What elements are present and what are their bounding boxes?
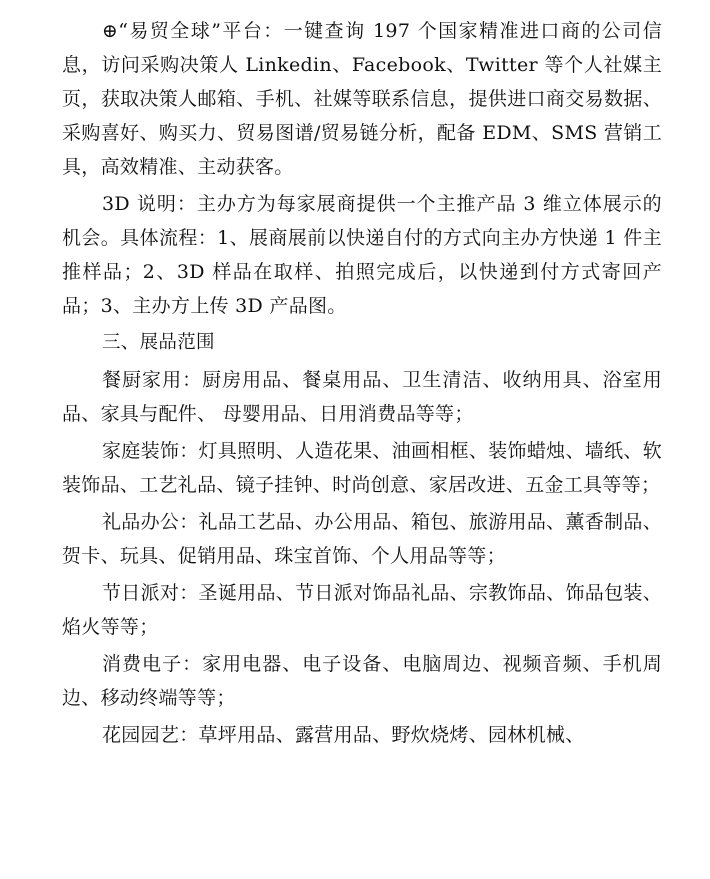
section-heading: 三、展品范围	[102, 332, 215, 353]
category-garden: 花园园艺：草坪用品、露营用品、野炊烧烤、园林机械、	[102, 724, 585, 746]
platform-intro-paragraph: ⊕“易贸全球”平台：一键查询 197 个国家精准进口商的公司信息，访问采购决策人 Linkedin、Facebook、Twitter 等个人社媒主页，获取决策人邮箱、手机、社媒等联系信息，提供进口商交易数据、采购喜好、购买力、贸易图谱/贸易链分析，配备 EDM、SMS 营销工具，高效精准、主动获客。	[62, 20, 662, 178]
category-kitchen-home: 餐厨家用：厨房用品、餐桌用品、卫生清洁、收纳用具、浴室用品、家具与配件、 母婴用品、日用消费品等等；	[62, 369, 662, 425]
3d-description-paragraph: 3D 说明：主办方为每家展商提供一个主推产品 3 维立体展示的机会。具体流程：1、展商展前以快递自付的方式向主办方快递 1 件主推样品；2、3D 样品在取样、拍照完成后，以快递到付方式寄回产品；3、主办方上传 3D 产品图。	[62, 193, 662, 317]
category-gifts-office: 礼品办公：礼品工艺品、办公用品、箱包、旅游用品、薰香制品、贺卡、玩具、促销用品、珠宝首饰、个人用品等等；	[62, 511, 662, 567]
category-home-decor: 家庭装饰：灯具照明、人造花果、油画相框、装饰蜡烛、墙纸、软装饰品、工艺礼品、镜子挂钟、时尚创意、家居改进、五金工具等等；	[62, 440, 662, 496]
document-page	[62, 14, 662, 755]
category-consumer-electronics: 消费电子：家用电器、电子设备、电脑周边、视频音频、手机周边、移动终端等等；	[62, 653, 662, 709]
category-holiday-party: 节日派对：圣诞用品、节日派对饰品礼品、宗教饰品、饰品包装、焰火等等；	[62, 582, 662, 638]
